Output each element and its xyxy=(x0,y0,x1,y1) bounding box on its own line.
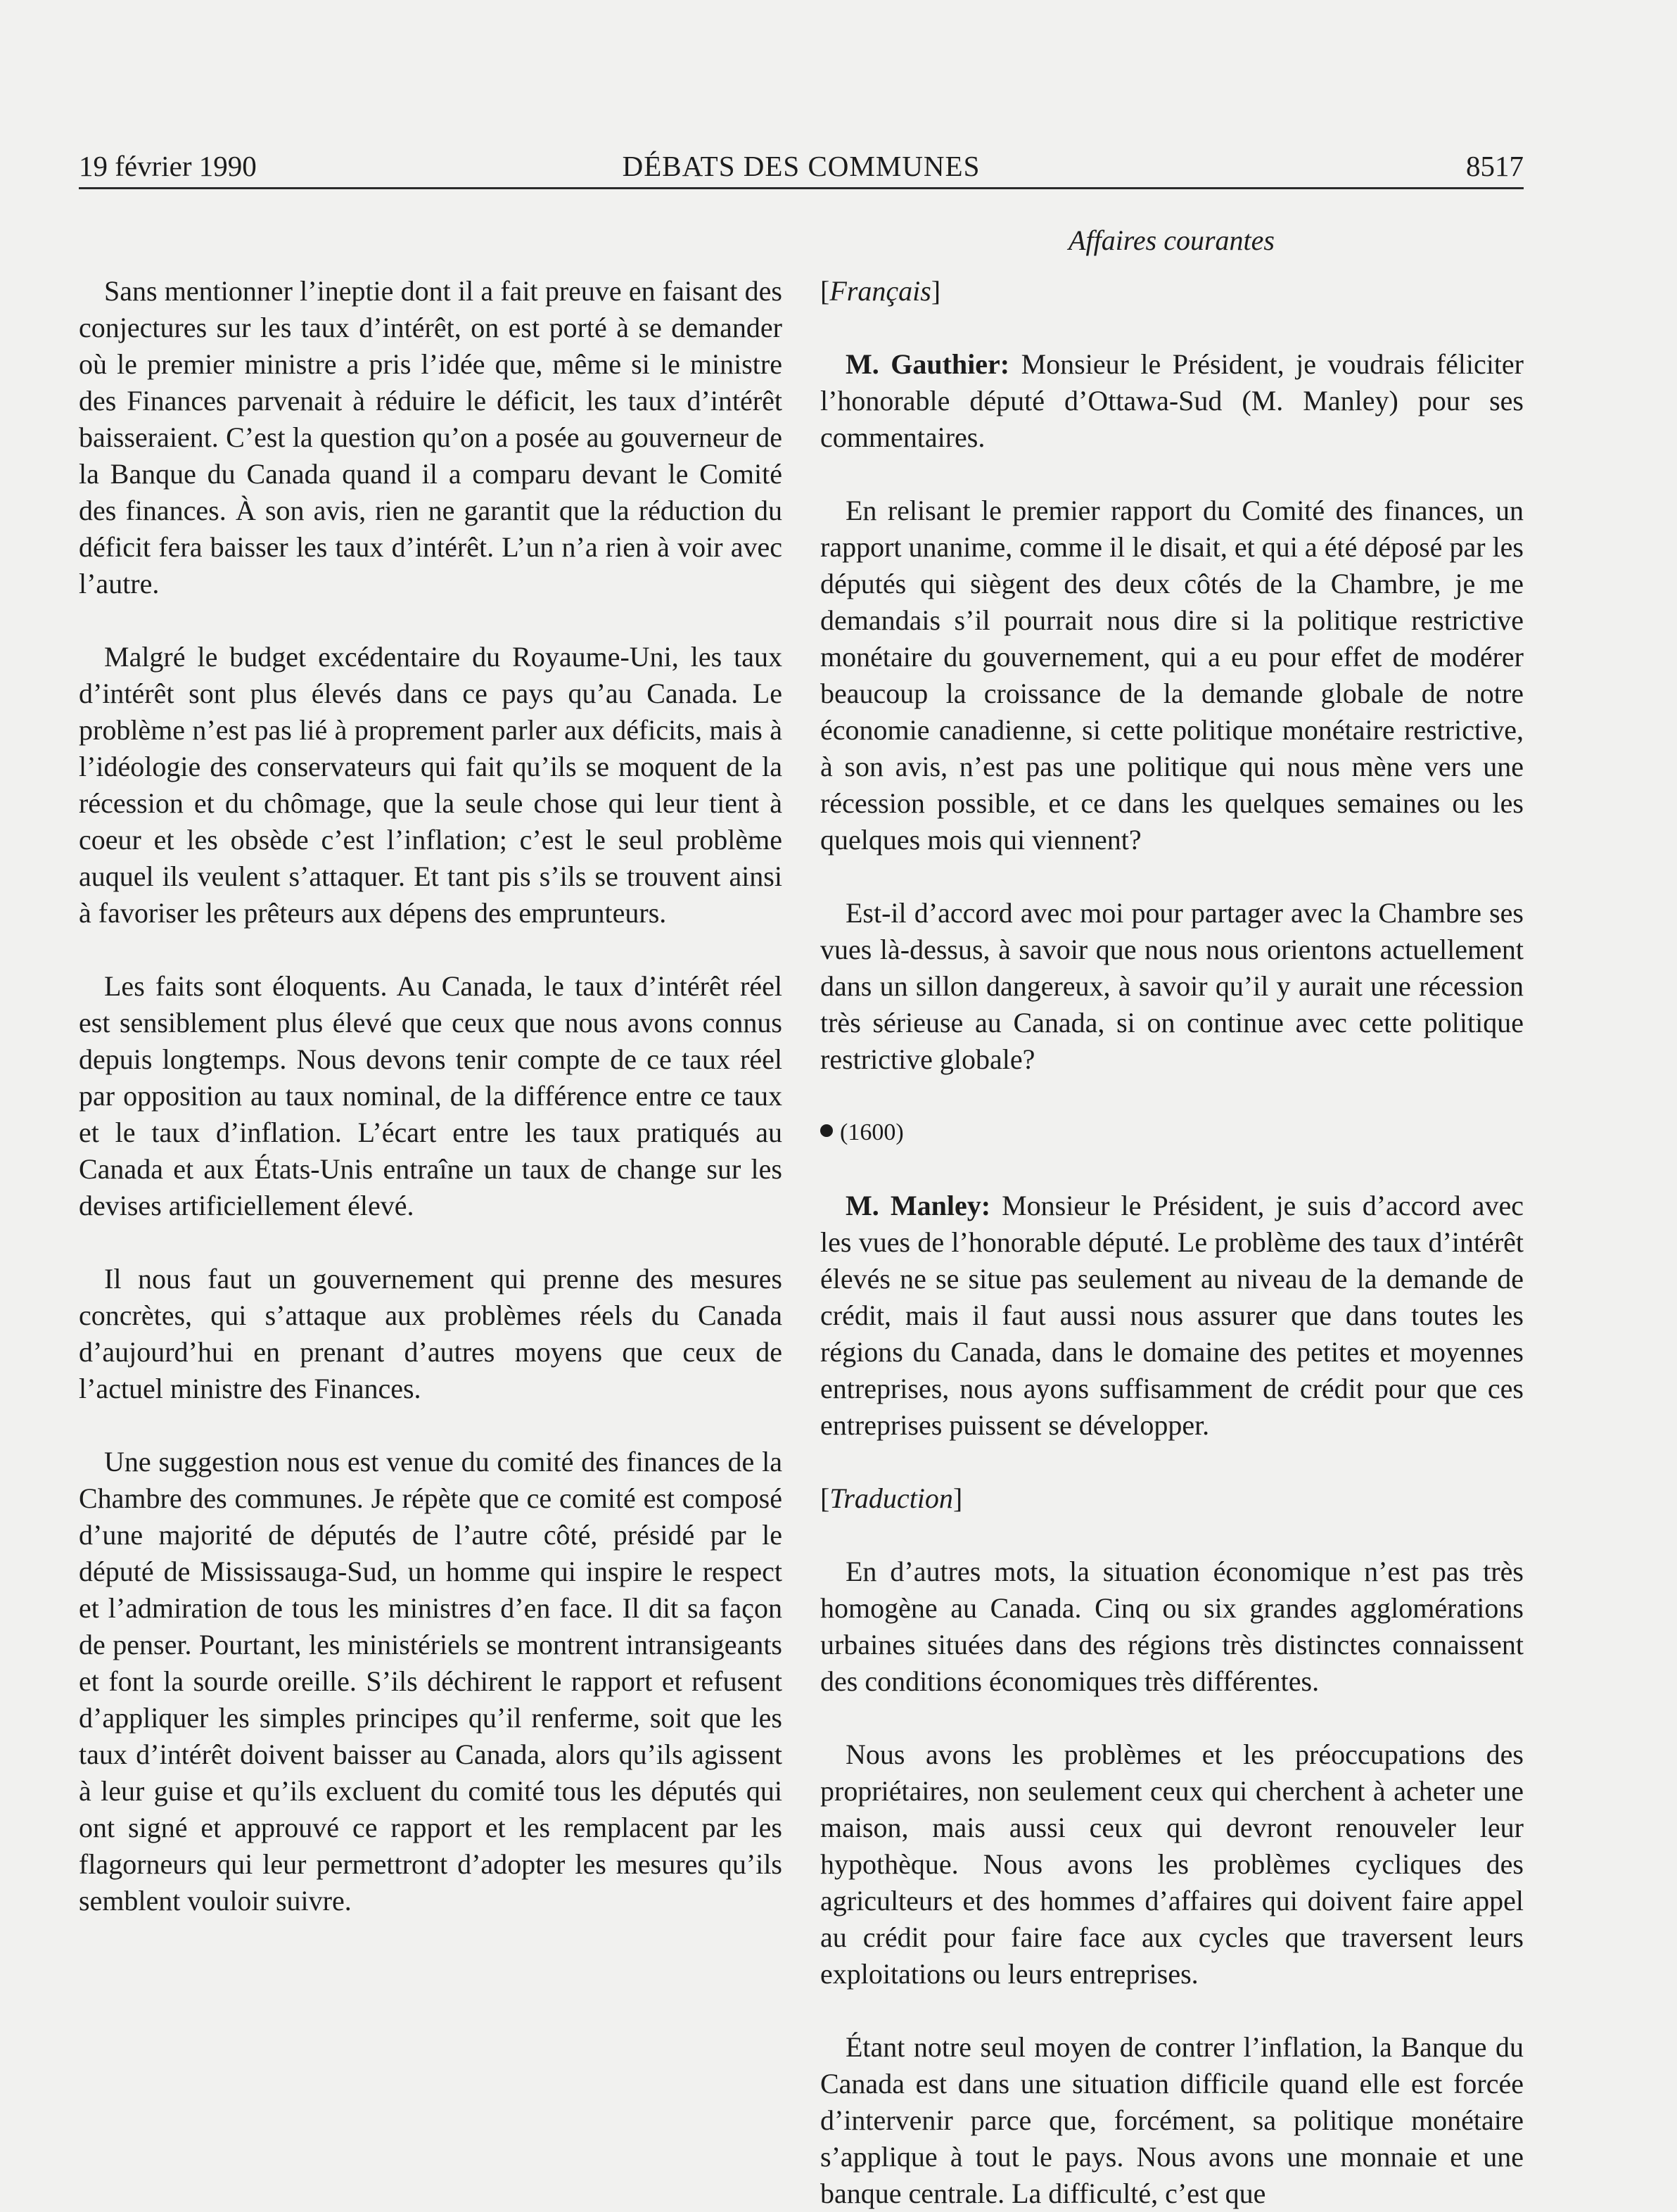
section-heading: Affaires courantes xyxy=(1069,224,1275,256)
header-date: 19 février 1990 xyxy=(79,150,257,182)
paragraph: Est-il d’accord avec moi pour partager avec la Chambre ses vues là-dessus, à savoir que nous nous orientons actuellement dans un sillon dangereux, à savoir qu’il y aurait une récession très sérieuse au Canada, si on continue avec cette politique restrictive globale? xyxy=(820,897,1524,1075)
time-marker xyxy=(820,1114,1524,1151)
language-tag: [Français] xyxy=(820,275,941,307)
paragraph: En d’autres mots, la situation économique n’est pas très homogène au Canada. Cinq ou six grandes agglomérations urbaines situées dans des régions très distinctes connaissent des conditions économiques très différentes. xyxy=(820,1556,1524,1697)
speaker-name: M. Manley: xyxy=(846,1190,991,1221)
paragraph: Nous avons les problèmes et les préoccupations des propriétaires, non seulement ceux qui cherchent à acheter une maison, mais aussi ceux qui devront renouveler leur hypothèque. Nous avons les problèmes cycliques des agriculteurs et des hommes d’affaires qui doivent faire appel au crédit pour faire face aux cycles que traversent leurs exploitations ou leurs entreprises. xyxy=(820,1739,1524,1990)
bullet-icon xyxy=(820,1124,833,1137)
paragraph xyxy=(820,1188,1524,1444)
paragraph: Les faits sont éloquents. Au Canada, le taux d’intérêt réel est sensiblement plus élevé que ceux que nous avons connus depuis longtemps. Nous devons tenir compte de ce taux réel par opposition au taux nominal, de la différence entre ce taux et le taux d’inflation. L’écart entre les taux pratiqués au Canada et aux États-Unis entraîne un taux de change sur les devises artificiellement élevé. xyxy=(79,970,782,1221)
paragraph: Malgré le budget excédentaire du Royaume-Uni, les taux d’intérêt sont plus élevés dans ce pays qu’au Canada. Le problème n’est pas lié à proprement parler aux déficits, mais à l’idéologie des conservateurs qui fait qu’ils se moquent de la récession et du chômage, que la seule chose qui leur tient à coeur et les obsède c’est l’inflation; c’est le seul problème auquel ils veulent s’attaquer. Et tant pis s’ils se trouvent ainsi à favoriser les prêteurs aux dépens des emprunteurs. xyxy=(79,641,782,929)
language-tag-text: Traduction xyxy=(829,1482,953,1514)
speech-text: Monsieur le Président, je voudrais féliciter l’honorable député d’Ottawa-Sud (M. Manley) pour ses commentaires. xyxy=(820,348,1524,453)
time-marker-text: (1600) xyxy=(840,1119,904,1145)
paragraph: Il nous faut un gouvernement qui prenne des mesures concrètes, qui s’attaque aux problèmes réels du Canada d’aujourd’hui en prenant d’autres moyens que ceux de l’actuel ministre des Finances. xyxy=(79,1263,782,1404)
paragraph: Une suggestion nous est venue du comité des finances de la Chambre des communes. Je répète que ce comité est composé d’une majorité de députés de l’autre côté, présidé par le député de Mississauga-Sud, un homme qui inspire le respect et l’admiration de tous les ministres d’en face. Il dit sa façon de penser. Pourtant, les ministériels se montrent intransigeants et font la sourde oreille. S’ils déchirent le rapport et refusent d’appliquer les simples principes qu’il renferme, soit que les taux d’intérêt doivent baisser au Canada, alors qu’ils agissent à leur guise et qu’ils excluent du comité tous les députés qui ont signé et approuvé ce rapport et les remplacent par les flagorneurs qui leur permettront d’adopter les mesures qu’ils semblent vouloir suivre. xyxy=(79,1446,782,1917)
running-header xyxy=(79,145,1524,187)
paragraph: Sans mentionner l’ineptie dont il a fait preuve en faisant des conjectures sur les taux d’intérêt, on est porté à se demander où le premier ministre a pris l’idée que, même si le ministre des Finances parvenait à réduire le déficit, les taux d’intérêt baisseraient. C’est la question qu’on a posée au gouverneur de la Banque du Canada quand il a comparu devant le Comité des finances. À son avis, rien ne garantit que la réduction du déficit fera baisser les taux d’intérêt. L’un n’a rien à voir avec l’autre. xyxy=(79,275,782,599)
header-title: DÉBATS DES COMMUNES xyxy=(622,150,981,182)
speech-text: Monsieur le Président, je suis d’accord avec les vues de l’honorable député. Le problème des taux d’intérêt élevés ne se situe pas seulement au niveau de la demande de crédit, mais il faut aussi nous assurer que dans toutes les régions du Canada, dans le domaine des petites et moyennes entreprises, nous ayons suffisamment de crédit pour que ces entreprises puissent se développer. xyxy=(820,1190,1524,1441)
left-column xyxy=(79,273,782,1919)
paragraph: Étant notre seul moyen de contrer l’inflation, la Banque du Canada est dans une situation difficile quand elle est forcée d’intervenir parce que, forcément, sa politique monétaire s’applique à tout le pays. Nous avons une monnaie et une banque centrale. La difficulté, c’est que xyxy=(820,2031,1524,2209)
right-column xyxy=(820,273,1524,2212)
paragraph xyxy=(820,346,1524,456)
paragraph: En relisant le premier rapport du Comité des finances, un rapport unanime, comme il le disait, et qui a été déposé par les députés qui siègent des deux côtés de la Chambre, je me demandais s’il pourrait nous dire si la politique restrictive monétaire du gouvernement, qui a eu pour effet de modérer beaucoup la croissance de la demande globale de notre économie canadienne, si cette politique monétaire restrictive, à son avis, n’est pas une politique qui nous mène vers une récession possible, et ce dans les quelques semaines ou les quelques mois qui viennent? xyxy=(820,495,1524,856)
page-number: 8517 xyxy=(1466,150,1524,182)
language-tag-text: Français xyxy=(829,275,931,307)
language-tag: [Traduction] xyxy=(820,1482,963,1514)
header-rule xyxy=(79,187,1524,189)
speaker-name: M. Gauthier: xyxy=(846,348,1010,380)
